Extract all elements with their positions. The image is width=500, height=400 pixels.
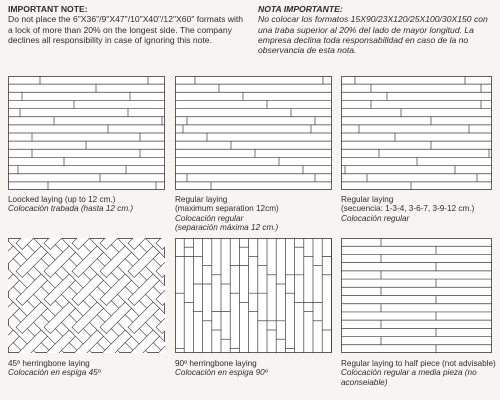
regular-laying-diagram [175, 76, 332, 190]
locked-laying-diagram [8, 76, 165, 190]
caption-herringbone-90 [175, 359, 335, 378]
note-body: No colocar los formatos 15X90/23X120/25X100/30X150 con una traba superior al 20% del lado de mayor longitud. La empresa declina toda responsabilidad en caso de la no observancia de esta nota. [258, 14, 488, 56]
note-title: NOTA IMPORTANTE: [258, 4, 343, 14]
half-piece-diagram [341, 238, 492, 353]
caption-half-piece [341, 359, 497, 387]
caption-en: 45º herringbone laying [8, 359, 90, 368]
caption-es: Colocación trabada (hasta 12 cm.) [8, 204, 134, 214]
caption-herringbone-45 [8, 359, 168, 378]
pattern-locked-laying [8, 76, 165, 190]
regular-sequence-diagram [341, 76, 492, 190]
caption-en: Regular laying to half piece (not advisable) [341, 359, 496, 368]
caption-locked-laying [8, 195, 168, 214]
pattern-herringbone-90 [175, 238, 332, 353]
pattern-half-piece [341, 238, 492, 353]
caption-es: Colocación regular [341, 213, 410, 223]
caption-en: 90º herringbone laying [175, 359, 257, 368]
caption-en: Regular laying [175, 195, 228, 204]
pattern-regular-sequence [341, 76, 492, 190]
herringbone-45-diagram [8, 238, 165, 353]
caption-es-detail: (separación máxima 12 cm.) [175, 223, 279, 233]
note-title: IMPORTANT NOTE: [8, 4, 88, 14]
pattern-herringbone-45 [8, 238, 165, 353]
caption-es: Colocación en espiga 45º [8, 368, 101, 378]
caption-en: Regular laying [341, 195, 394, 204]
caption-en: Loocked laying (up to 12 cm.) [8, 195, 116, 204]
caption-es: Colocación en espiga 90º [175, 368, 268, 378]
note-body: Do not place the 6"X36"/9"X47"/10"X40"/12"X60" formats with a lock of more than 20% on the longest side. The company declines all responsibility in case of ignoring this note. [8, 14, 244, 45]
caption-en-detail: (maximum separation 12cm) [175, 204, 279, 214]
important-note-english [8, 4, 244, 45]
panel-frame [176, 239, 332, 353]
caption-regular-laying-12 [175, 195, 335, 233]
caption-es: Colocación regular [175, 213, 244, 223]
important-note-spanish [258, 4, 494, 55]
pattern-regular-laying-12 [175, 76, 332, 190]
caption-regular-sequence [341, 195, 497, 223]
caption-en-detail: (secuencia: 1-3-4, 3-6-7, 3-9-12 cm.) [341, 204, 475, 214]
caption-es: Colocación regular a media pieza (no aconseiable) [341, 368, 477, 387]
herringbone-90-diagram [175, 238, 332, 353]
